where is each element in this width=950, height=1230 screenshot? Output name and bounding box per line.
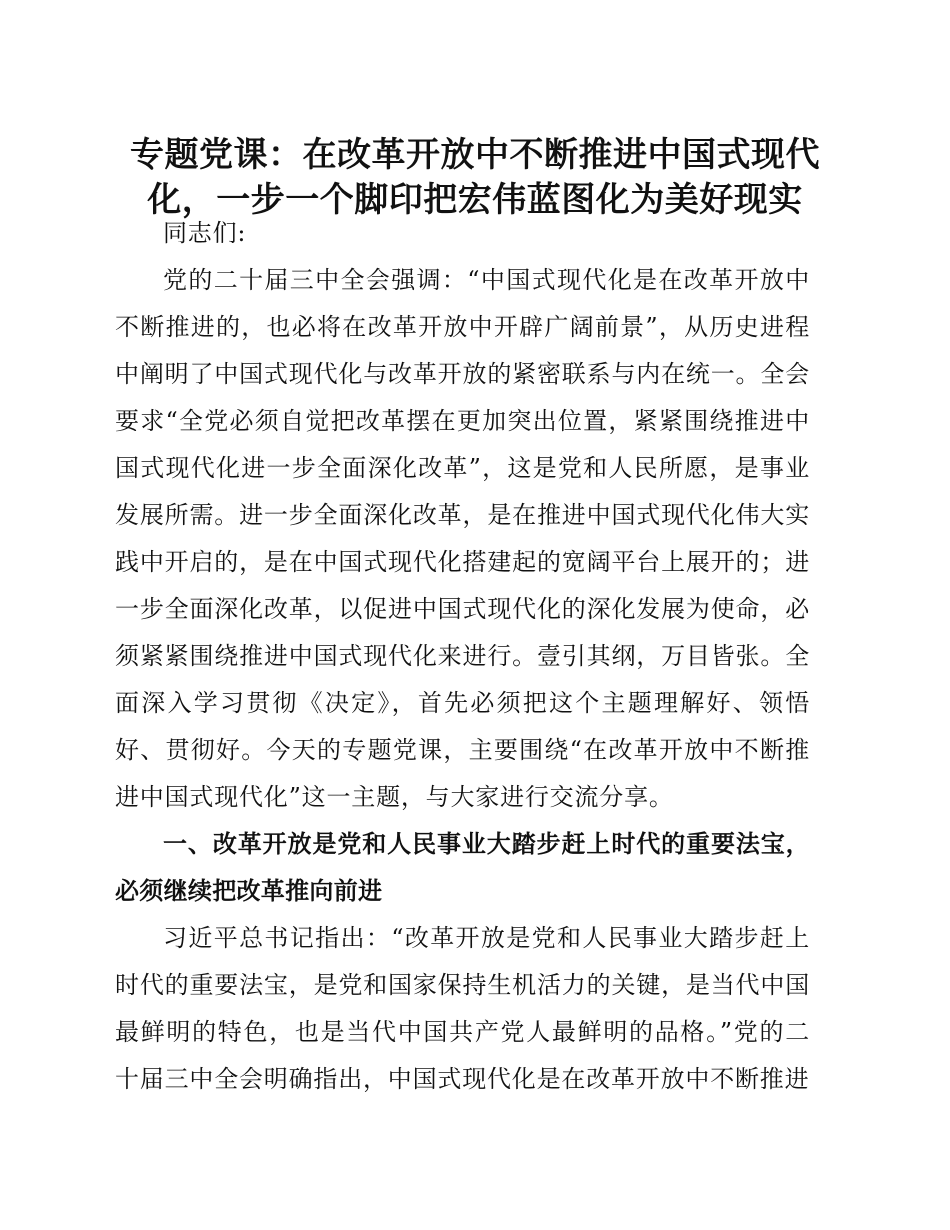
body-paragraph: 党的二十届三中全会强调：“中国式现代化是在改革开放中不断推进的，也必将在改革开放中开辟广阔前景”，从历史进程中阐明了中国式现代化与改革开放的紧密联系与内在统一。全会要求“全党必须自觉把改革摆在更加突出位置，紧紧围绕推进中国式现代化进一步全面深化改革”，这是党和人民所愿，是事业发展所需。进一步全面深化改革，是在推进中国式现代化伟大实践中开启的，是在中国式现代化搭建起的宽阔平台上展开的；进一步全面深化改革，以促进中国式现代化的深化发展为使命，必须紧紧围绕推进中国式现代化来进行。壹引其纲，万目皆张。全面深入学习贯彻《决定》，首先必须把这个主题理解好、领悟好、贯彻好。今天的专题党课，主要围绕“在改革开放中不断推进中国式现代化”这一主题，与大家进行交流分享。 [115, 266, 810, 811]
section-paragraph: 习近平总书记指出：“改革开放是党和人民事业大踏步赶上时代的重要法宝，是党和国家保持生机活力的关键，是当代中国最鲜明的特色，也是当代中国共产党人最鲜明的品格。”党的二十届三中全会明确指出，中国式现代化是在改革开放中不断推进 [115, 924, 810, 1093]
salutation: 同志们: [163, 219, 247, 247]
document-title: 专题党课：在改革开放中不断推进中国式现代化，一步一个脚印把宏伟蓝图化为美好现实 [130, 135, 820, 220]
section-heading: 一、改革开放是党和人民事业大踏步赶上时代的重要法宝，必须继续把改革推向前进 [115, 830, 810, 905]
document-body [115, 210, 810, 1103]
